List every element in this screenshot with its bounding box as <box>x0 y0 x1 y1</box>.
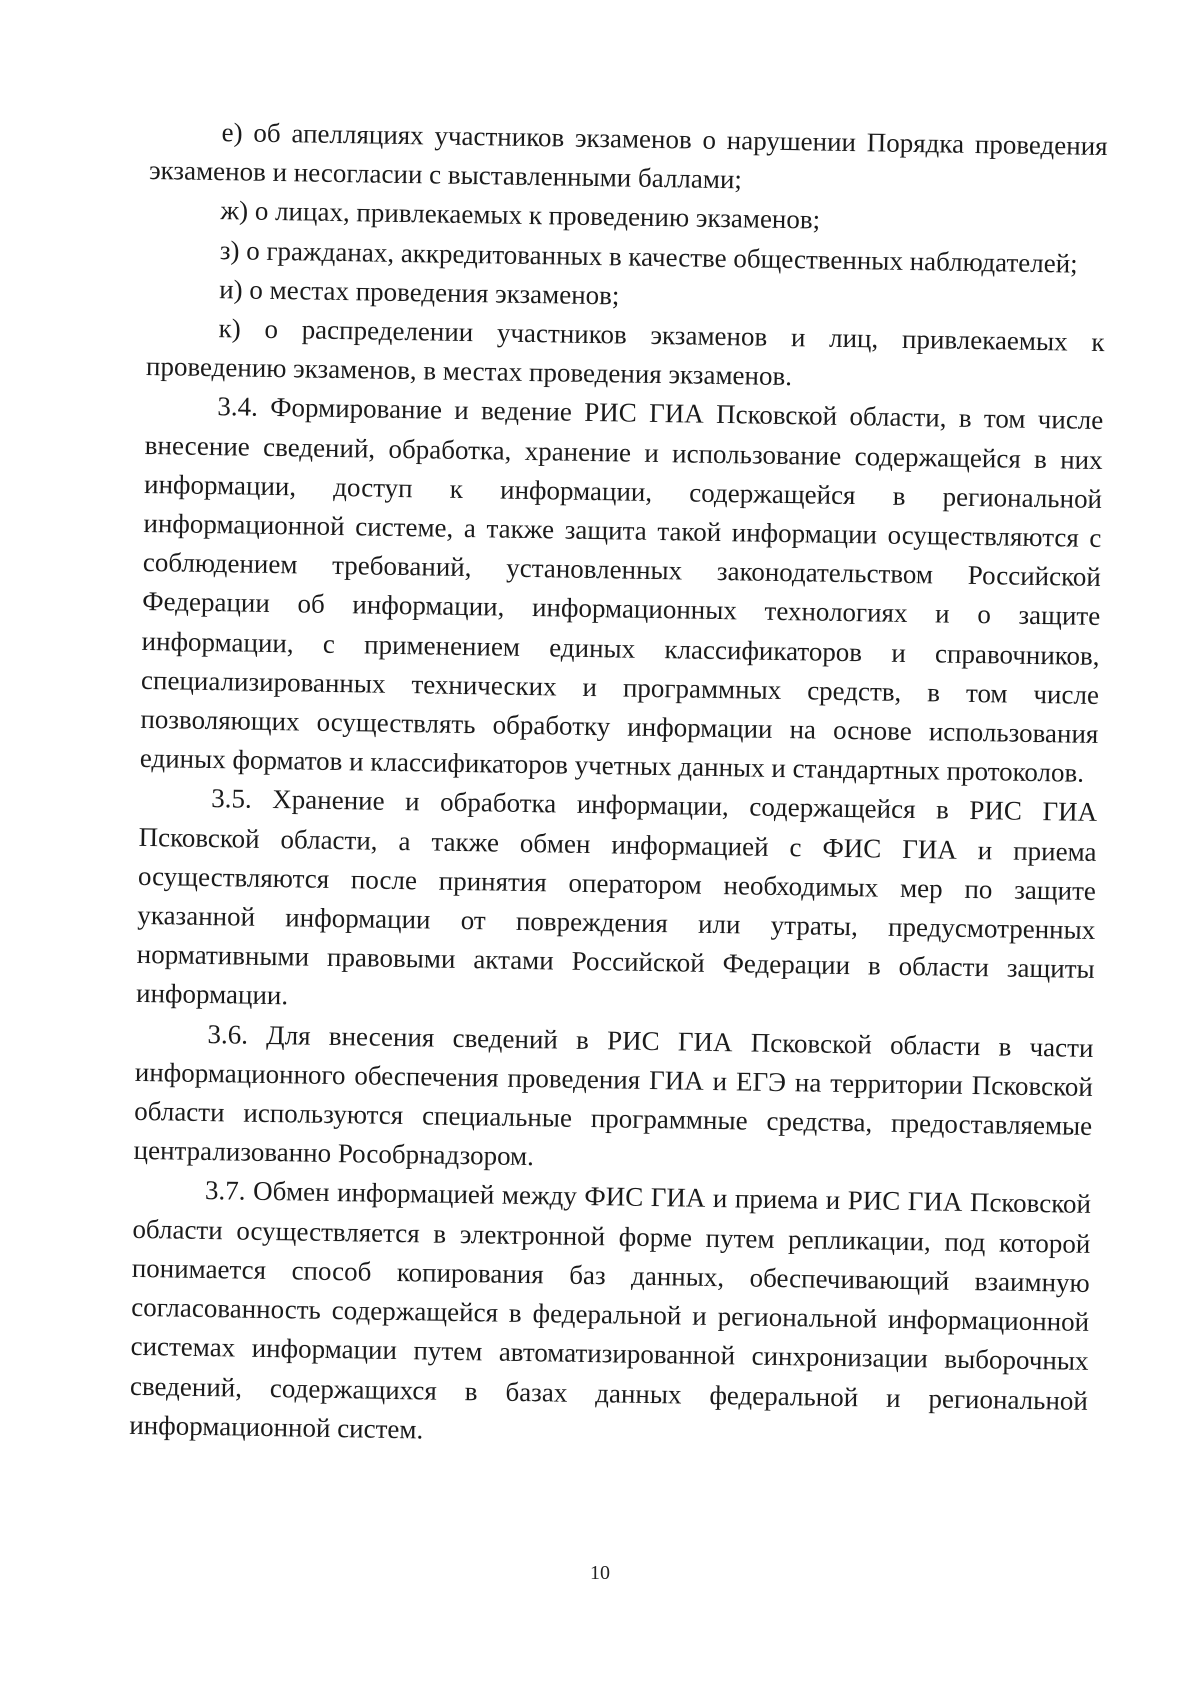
document-body <box>129 112 1108 1460</box>
page-number: 10 <box>590 1562 610 1584</box>
section-3-4: 3.4. Формирование и ведение РИС ГИА Псковской области, в том числе внесение сведений, обработка, хранение и использование содержащейся в них информации, доступ к информации, содержащейся в региональной информационной системе, а также защита такой информации осуществляются с соблюдением требований, установленных законодательством Российской Федерации об информации, информационных технологиях и о защите информации, с применением единых классификаторов и справочников, специализированных технических и программных средств, в том числе позволяющих осуществлять обработку информации на основе использования единых форматов и классификаторов учетных данных и стандартных протоколов. <box>139 391 1104 789</box>
list-item-zh: ж) о лицах, привлекаемых к проведению экзаменов; <box>220 195 821 235</box>
list-item-k: к) о распределении участников экзаменов и лиц, привлекаемых к проведению экзаменов, в местах проведения экзаменов. <box>145 313 1105 392</box>
list-item-e: е) об апелляциях участников экзаменов о нарушении Порядка проведения экзаменов и несогласии с выставленными баллами; <box>148 117 1108 195</box>
section-3-5: 3.5. Хранение и обработка информации, содержащейся в РИС ГИА Псковской области, а также обмен информацией с ФИС ГИА и приема осуществляются после принятия оператором необходимых мер по защите указанной информации от повреждения или утраты, предусмотренных нормативными правовыми актами Российской Федерации в области защиты информации. <box>135 783 1098 1011</box>
section-3-7: 3.7. Обмен информацией между ФИС ГИА и приема и РИС ГИА Псковской области осуществляется в электронной форме путем репликации, под которой понимается способ копирования баз данных, обеспечивающий взаимную согласованность содержащейся в федеральной и региональной информационной системах информации путем автоматизированной синхронизации выборочных сведений, содержащихся в базах данных федеральной и региональной информационной систем. <box>129 1175 1092 1445</box>
section-3-6: 3.6. Для внесения сведений в РИС ГИА Псковской области в части информационного обеспечения проведения ГИА и ЕГЭ на территории Псковской области используются специальные программные средства, предоставляемые централизованно Рособрнадзором. <box>133 1018 1094 1172</box>
list-item-z: з) о гражданах, аккредитованных в качестве общественных наблюдателей; <box>219 234 1078 279</box>
list-item-i: и) о местах проведения экзаменов; <box>218 273 620 311</box>
